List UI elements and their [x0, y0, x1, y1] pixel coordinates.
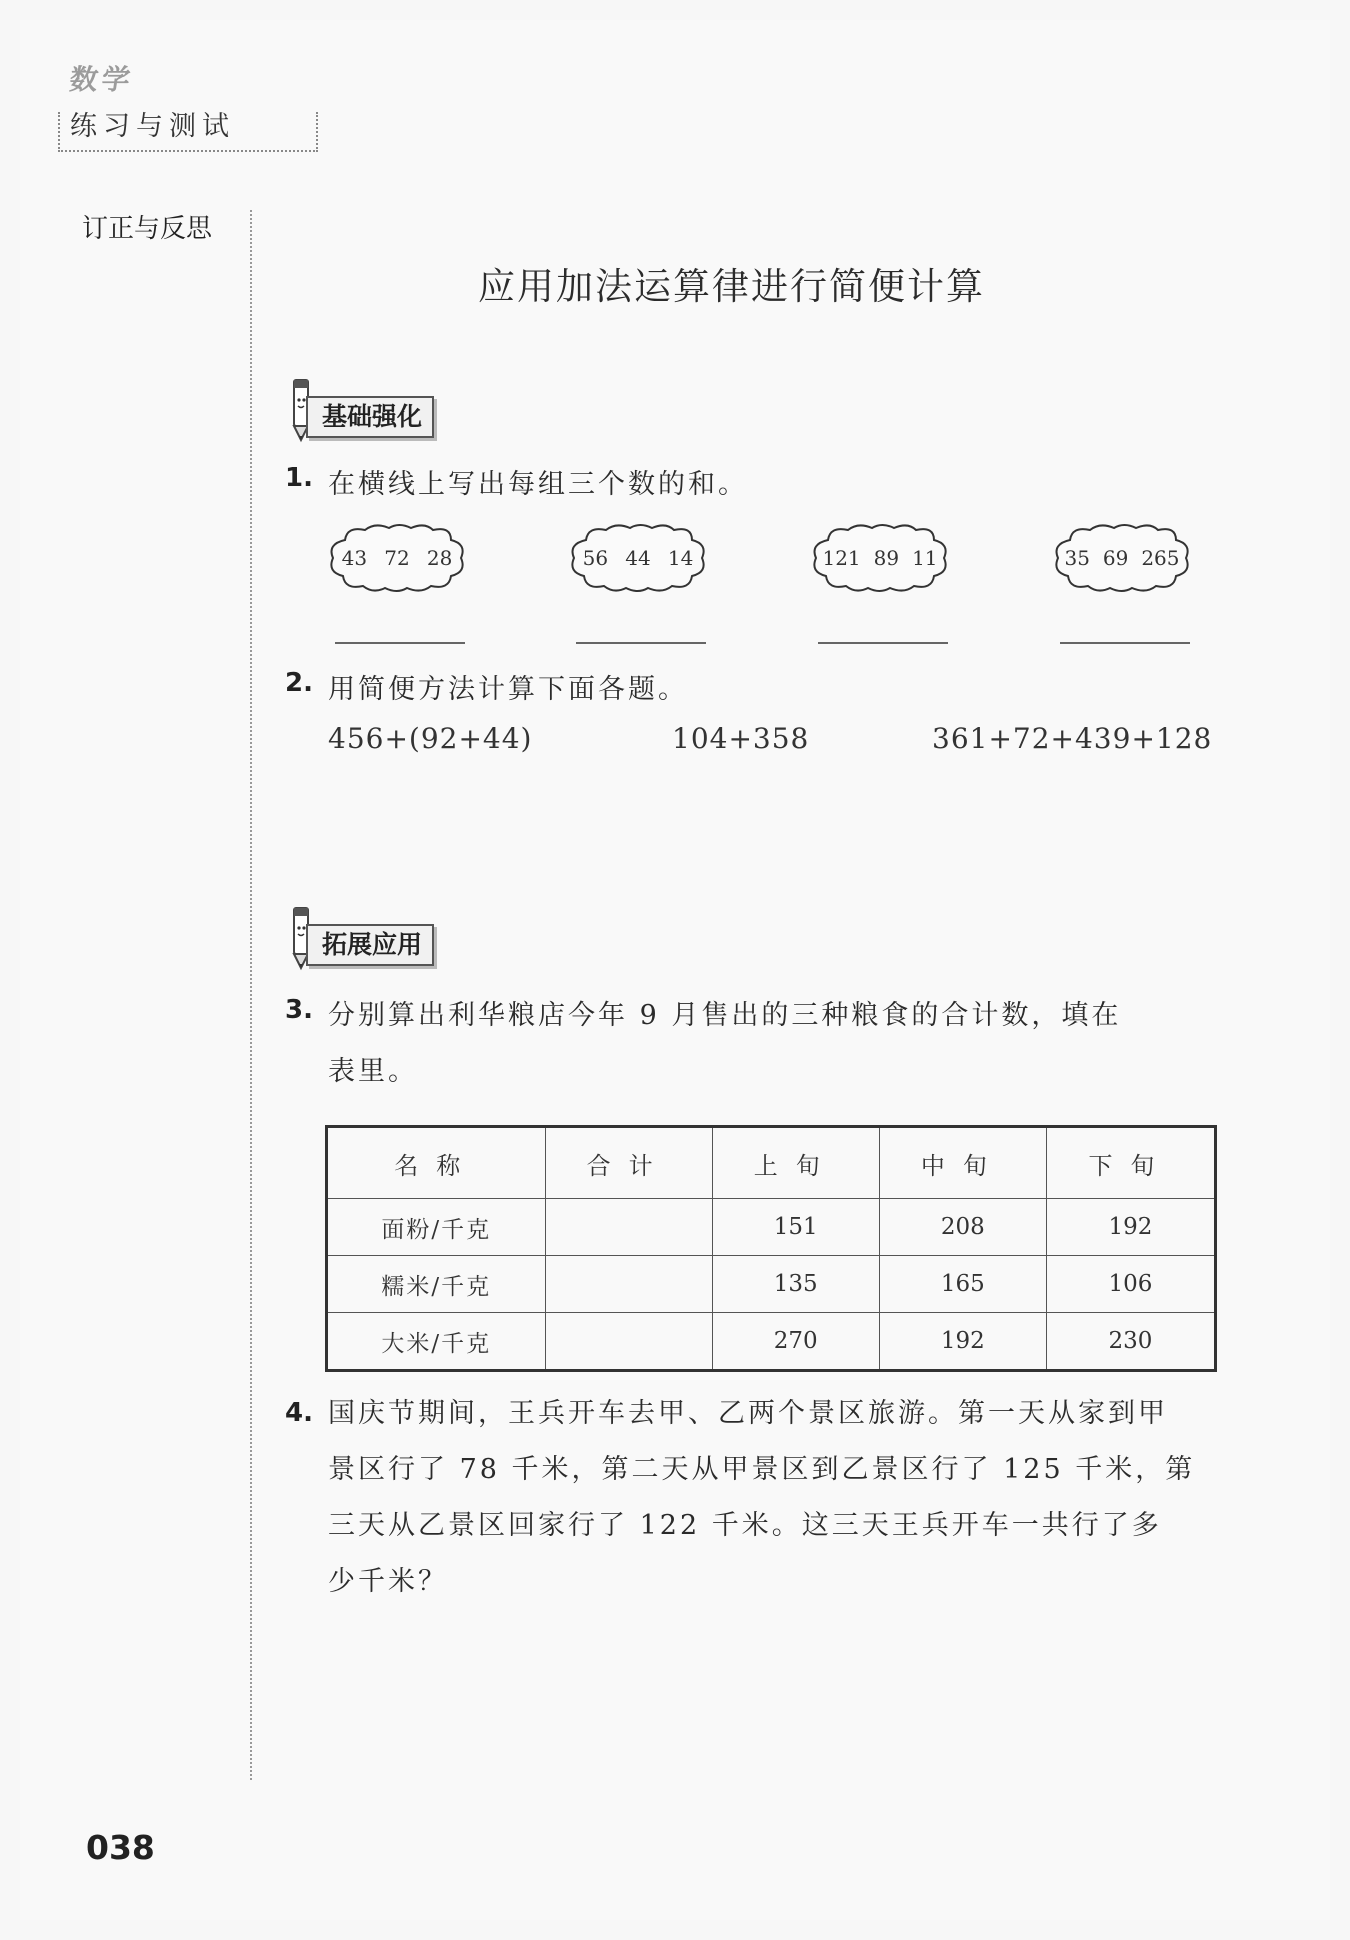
table-cell: 135	[712, 1256, 879, 1313]
q4-line: 少千米？	[328, 1566, 448, 1597]
row-name: 大米/千克	[327, 1313, 546, 1371]
expression: 361+72+439+128	[932, 722, 1213, 755]
section-label: 拓展应用	[306, 924, 434, 966]
cloud-number: 11	[912, 546, 938, 570]
number-cloud	[808, 520, 952, 596]
number-cloud	[566, 520, 710, 596]
q4-line: 三天从乙景区回家行了 122 千米。这三天王兵开车一共行了多	[328, 1510, 1162, 1541]
page-number: 038	[86, 1828, 155, 1867]
q4-number: 4.	[285, 1398, 313, 1428]
total-cell[interactable]	[545, 1256, 712, 1313]
answer-blank[interactable]	[576, 642, 706, 644]
cloud-number: 72	[384, 546, 410, 570]
subject-label: 数学	[67, 63, 137, 96]
margin-label: 订正与反思	[82, 214, 213, 244]
column-header: 上旬	[712, 1127, 879, 1199]
margin-divider	[250, 210, 252, 1780]
q4-line: 国庆节期间，王兵开车去甲、乙两个景区旅游。第一天从家到甲	[328, 1398, 1168, 1429]
table-cell: 192	[1046, 1199, 1215, 1256]
cloud-number: 28	[426, 546, 453, 570]
table-cell: 106	[1046, 1256, 1215, 1313]
cloud-number: 69	[1102, 546, 1129, 570]
q3-text-line1: 分别算出利华粮店今年 9 月售出的三种粮食的合计数，填在	[328, 1000, 1122, 1031]
answer-blank[interactable]	[1060, 642, 1190, 644]
q3-text-line2: 表里。	[328, 1056, 418, 1087]
table-cell: 230	[1046, 1313, 1215, 1371]
total-cell[interactable]	[545, 1313, 712, 1371]
row-name: 面粉/千克	[327, 1199, 546, 1256]
q2-number: 2.	[285, 668, 313, 698]
table-cell: 270	[712, 1313, 879, 1371]
book-title: 练习与测试	[70, 111, 235, 142]
cloud-number: 265	[1141, 546, 1180, 570]
number-cloud	[325, 520, 469, 596]
table-row	[327, 1313, 1216, 1371]
grain-sales-table	[325, 1125, 1217, 1372]
column-header: 合计	[545, 1127, 712, 1199]
column-header: 名称	[327, 1127, 546, 1199]
total-cell[interactable]	[545, 1199, 712, 1256]
table-cell: 165	[879, 1256, 1046, 1313]
cloud-number: 56	[582, 546, 609, 570]
table-cell: 192	[879, 1313, 1046, 1371]
cloud-number: 121	[822, 546, 861, 570]
expression: 104+358	[672, 722, 810, 755]
q4-text	[328, 1386, 1228, 1610]
q1-text: 在横线上写出每组三个数的和。	[328, 469, 748, 500]
cloud-number: 89	[873, 546, 900, 570]
q3-number: 3.	[285, 995, 313, 1025]
number-cloud	[1050, 520, 1194, 596]
table-cell: 208	[879, 1199, 1046, 1256]
section-label: 基础强化	[306, 396, 434, 438]
row-name: 糯米/千克	[327, 1256, 546, 1313]
q2-text: 用简便方法计算下面各题。	[328, 674, 688, 705]
table-cell: 151	[712, 1199, 879, 1256]
cloud-number: 35	[1064, 546, 1090, 570]
q1-number: 1.	[285, 463, 313, 493]
table-row	[327, 1256, 1216, 1313]
column-header: 中旬	[879, 1127, 1046, 1199]
cloud-number: 44	[625, 546, 651, 570]
table-header-row	[327, 1127, 1216, 1199]
lesson-title: 应用加法运算律进行简便计算	[478, 265, 985, 308]
q4-line: 景区行了 78 千米，第二天从甲景区到乙景区行了 125 千米，第	[328, 1454, 1196, 1485]
column-header: 下旬	[1046, 1127, 1215, 1199]
answer-blank[interactable]	[335, 642, 465, 644]
answer-blank[interactable]	[818, 642, 948, 644]
table-row	[327, 1199, 1216, 1256]
cloud-number: 14	[667, 546, 694, 570]
cloud-number: 43	[341, 546, 368, 570]
expression: 456+(92+44)	[328, 722, 533, 755]
